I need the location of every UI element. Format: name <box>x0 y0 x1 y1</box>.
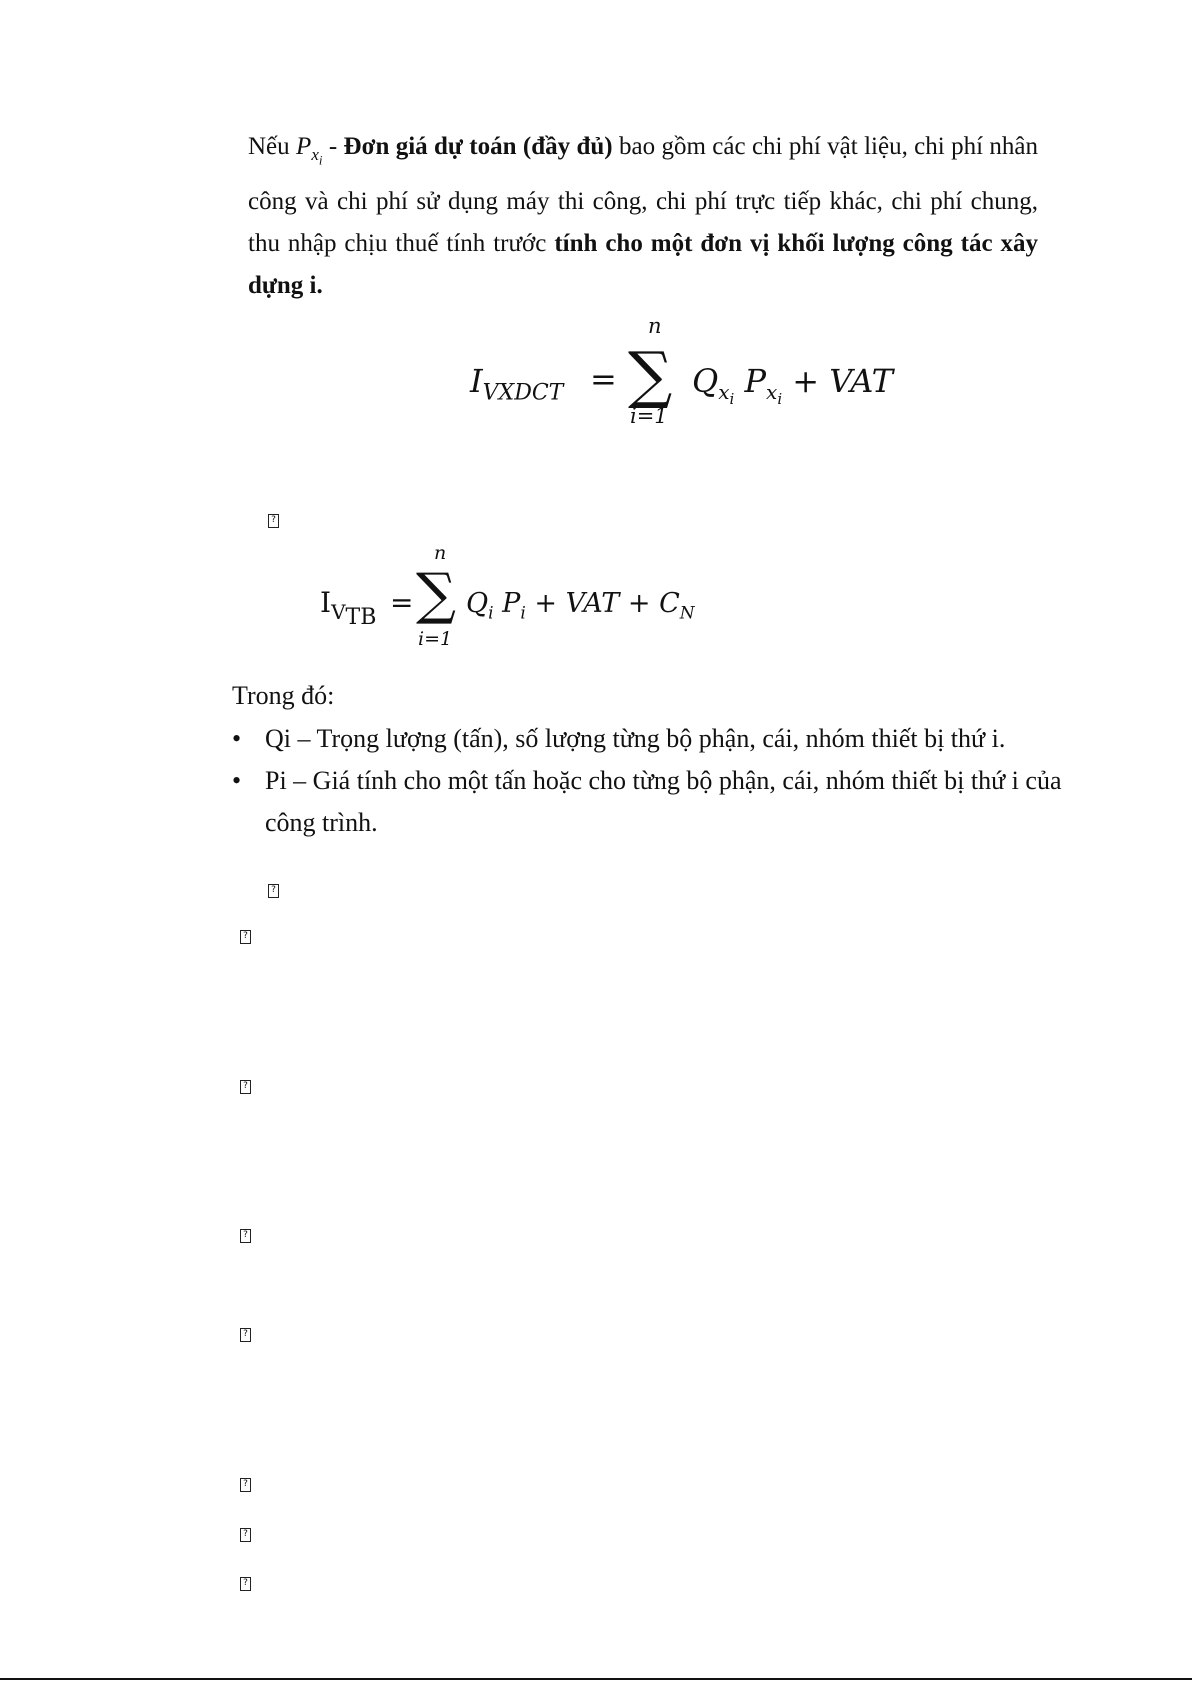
sigma-symbol: ∑ <box>416 562 456 627</box>
legend-heading: Trong đó: <box>232 681 335 710</box>
sum-upper: n <box>648 314 662 338</box>
bold-end: tính cho một đơn vị khối lượng công tác xây dựng i. <box>248 230 1038 300</box>
missing-glyph: ? <box>240 1080 251 1094</box>
lead-text: Nếu <box>248 133 297 160</box>
equals-sign: = <box>390 586 414 619</box>
missing-glyph: ? <box>268 514 279 528</box>
sum-terms: $Q_{x_i}$ $P_{x_i}$ + VAT <box>692 362 893 409</box>
bold-term: Đơn giá dự toán (đầy đủ) <box>343 133 613 160</box>
symbol-p-xi: $P_{x_i}$ <box>296 133 323 168</box>
missing-glyph: ? <box>268 884 279 898</box>
bullet-icon: • <box>232 724 242 753</box>
bullet-icon: • <box>232 766 242 795</box>
missing-glyph: ? <box>240 1528 251 1542</box>
missing-glyph: ? <box>240 1229 251 1243</box>
sigma-symbol: ∑ <box>628 338 673 411</box>
intro-paragraph <box>248 126 1038 307</box>
legend-list <box>232 718 1112 844</box>
missing-glyph: ? <box>240 1328 251 1342</box>
list-item: • Qi – Trọng lượng (tấn), số lượng từng bộ phận, cái, nhóm thiết bị thứ i. <box>232 718 1112 760</box>
bottom-rule <box>0 1678 1192 1680</box>
body-text: bao gồm các chi phí vật liệu, chi phí nhân công và chi phí sử dụng máy thi công, chi phí trực tiếp khác, chi phí chung, thu nhập chịu thuế tính trước <box>248 133 1039 258</box>
sum-terms: $Q_i$ $P_i$ + VAT + $C_N$ <box>466 588 695 624</box>
formula-ivtb <box>320 542 700 658</box>
lhs: $I_{V_{TB}}$ <box>320 586 377 630</box>
missing-glyph: ? <box>240 930 251 944</box>
formula-ivxdct <box>470 314 893 440</box>
sum-lower: i=1 <box>630 404 668 428</box>
list-item: • Pi – Giá tính cho một tấn hoặc cho từng bộ phận, cái, nhóm thiết bị thứ i của công trình. <box>232 760 1112 844</box>
dash-text: - <box>322 133 344 160</box>
missing-glyph: ? <box>240 1478 251 1492</box>
equals-sign: = <box>590 360 617 398</box>
missing-glyph: ? <box>240 1577 251 1591</box>
sum-upper: n <box>434 542 447 564</box>
sum-lower: i=1 <box>418 628 453 650</box>
lhs: $I_{VXDCT}$ <box>470 362 564 406</box>
